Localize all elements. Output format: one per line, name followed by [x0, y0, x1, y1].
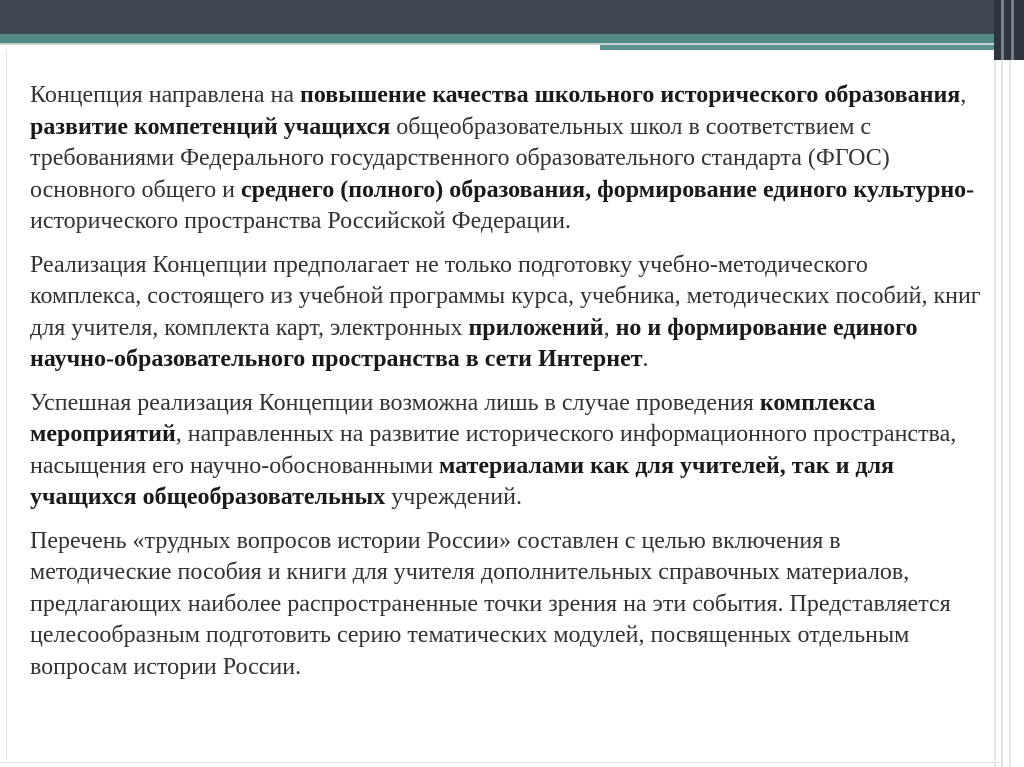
corner-bar	[1001, 0, 1004, 60]
slide-body	[30, 80, 985, 695]
bottom-frame-line	[0, 762, 1000, 763]
text-run: учреждений.	[385, 484, 522, 510]
paragraph-success-conditions	[30, 388, 985, 514]
text-run: ,	[603, 314, 616, 341]
text-run: , направленных на развитие исторического информационного пространства, насыщения его научно-обоснованными	[30, 421, 957, 479]
text-run: .	[642, 346, 649, 372]
bold-phrase: но и формирование	[615, 314, 828, 341]
bold-phrase: развитие компетенций учащихся	[30, 113, 391, 140]
bold-phrase: среднего (полного) образования, формирование единого культурно-	[240, 176, 975, 203]
paragraph-implementation	[30, 250, 985, 376]
bold-phrase: материалами как для учителей, так и для учащихся общеобразовательных	[30, 452, 895, 510]
right-decorative-stripes	[994, 0, 1024, 767]
paragraph-difficult-questions	[30, 526, 985, 684]
text-run: Перечень «трудных вопросов истории России» составлен с целью включения в методические пособия и книги для учителя дополнительных справочных материалов, предлагающих наиболее распространенные точки зрения на эти события. Представляется целесообразным подготовить серию тематических модулей, посвященных отдельным вопросам истории России.	[30, 527, 951, 680]
header-accent-line	[0, 34, 1024, 43]
text-run: Реализация Концепции предполагает не только подготовку учебно-методического комплекса, состоящего из учебной программы курса, учебника, методических пособий, книг для учителя, комплекта карт, электронных	[30, 251, 981, 341]
bold-phrase: комплекса мероприятий	[30, 389, 876, 447]
text-run: ,	[960, 82, 967, 108]
text-run: Концепция направлена на	[30, 82, 301, 108]
text-run: общеобразовательных школ в соответствием с требованиями Федерального государственного образовательного стандарта (ФГОС) основного общего и	[30, 113, 890, 203]
text-run: исторического пространства Российской Федерации.	[30, 208, 571, 234]
text-run: Успешная реализация Концепции возможна лишь в случае проведения	[30, 389, 760, 416]
header-dark-band	[0, 0, 1024, 34]
bold-phrase: единого научно-образовательного пространства в сети Интернет	[30, 314, 918, 372]
header-accent-segment	[600, 45, 1024, 50]
left-frame-line	[6, 50, 7, 760]
right-corner-block	[994, 0, 1024, 60]
paragraph-concept-aims	[30, 80, 985, 238]
bold-phrase: повышение качества школьного исторического образования	[300, 82, 961, 108]
corner-bar	[1011, 0, 1014, 60]
bold-phrase: приложений	[468, 314, 604, 341]
